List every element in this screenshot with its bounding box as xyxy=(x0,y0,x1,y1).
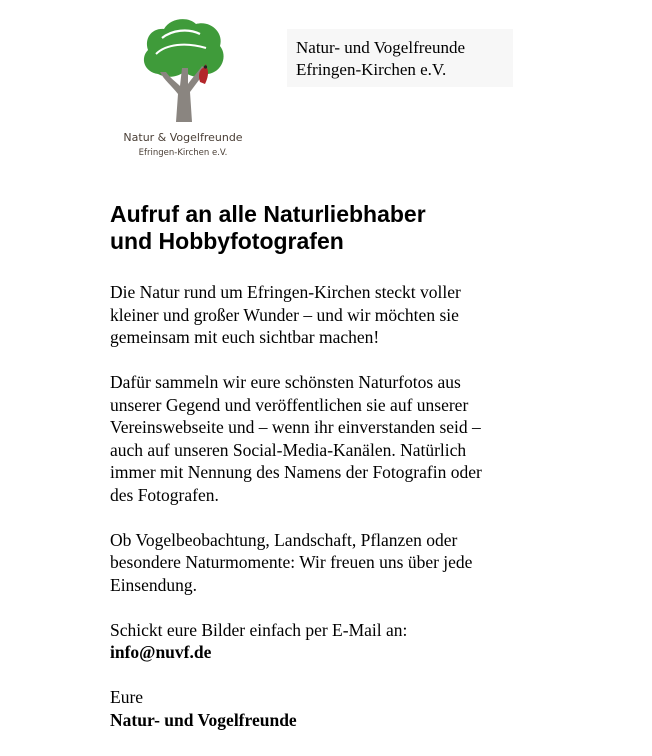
text-line: des Fotografen. xyxy=(110,484,219,505)
text-line: immer mit Nennung des Namens der Fotografin oder xyxy=(110,462,482,482)
text-line: Ob Vogelbeobachtung, Landschaft, Pflanzen oder xyxy=(110,529,458,550)
text-line: unserer Gegend und veröffentlichen sie auf unserer xyxy=(110,394,469,415)
page-title xyxy=(110,201,580,255)
club-logo xyxy=(108,14,258,164)
tree-icon xyxy=(136,14,228,126)
org-location: Efringen-Kirchen e.V. xyxy=(296,60,447,79)
paragraph-collection xyxy=(110,371,610,506)
org-name: Natur- und Vogelfreunde xyxy=(296,38,465,57)
letter-body xyxy=(110,281,610,731)
text-line: Einsendung. xyxy=(110,574,198,595)
signature: Natur- und Vogelfreunde xyxy=(110,709,297,730)
paragraph-topics xyxy=(110,529,610,597)
salutation: Eure xyxy=(110,687,144,707)
text-line: gemeinsam mit euch sichtbar machen! xyxy=(110,327,380,347)
logo-name: Natur & Vogelfreunde xyxy=(123,131,243,144)
text-line: kleiner und großer Wunder – und wir möchten sie xyxy=(110,304,459,325)
paragraph-contact xyxy=(110,619,610,664)
text-line: Dafür sammeln wir eure schönsten Naturfotos aus xyxy=(110,372,461,392)
text-line: Die Natur rund um Efringen-Kirchen steckt voller xyxy=(110,282,461,302)
text-line: Vereinswebseite und – wenn ihr einverstanden seid – xyxy=(110,417,481,437)
organization-header xyxy=(287,29,513,87)
email-link[interactable]: info@nuvf.de xyxy=(110,642,212,662)
title-line-1: Aufruf an alle Naturliebhaber xyxy=(110,201,426,227)
text-line: auch auf unseren Social-Media-Kanälen. Natürlich xyxy=(110,439,467,460)
text-line: Schickt eure Bilder einfach per E-Mail an: xyxy=(110,619,408,640)
title-line-2: und Hobbyfotografen xyxy=(110,228,344,254)
closing xyxy=(110,686,610,731)
paragraph-intro xyxy=(110,281,610,349)
text-line: besondere Naturmomente: Wir freuen uns über jede xyxy=(110,552,473,572)
logo-location: Efringen-Kirchen e.V. xyxy=(138,148,228,158)
